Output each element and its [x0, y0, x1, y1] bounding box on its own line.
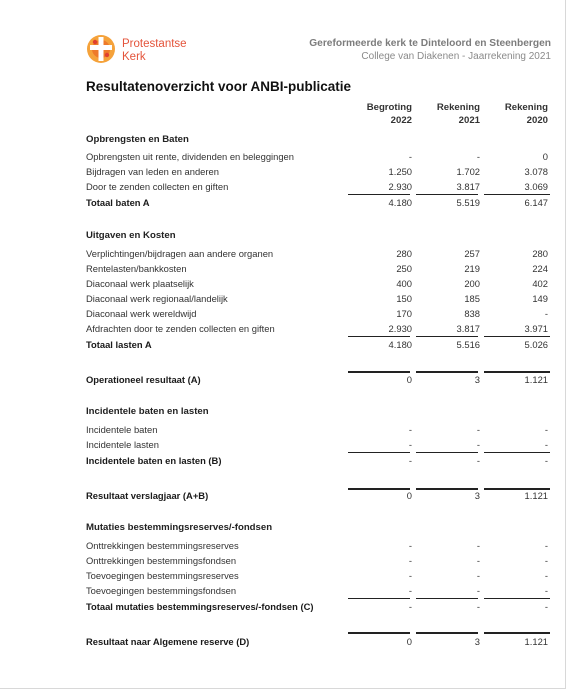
double-line — [416, 371, 478, 373]
column-header-line2: 2022 — [390, 114, 412, 126]
sum-line — [348, 598, 410, 599]
value-begroting-2022: 150 — [396, 293, 412, 304]
value-begroting-2022: 2.930 — [388, 323, 412, 334]
value-rekening-2021: - — [476, 585, 480, 596]
row-label: Toevoegingen bestemmingsfondsen — [86, 585, 237, 596]
value-rekening-2020: 402 — [532, 278, 548, 289]
value-rekening-2020: - — [544, 601, 548, 612]
value-rekening-2020: 224 — [532, 263, 548, 274]
total-row-lasten — [86, 339, 552, 354]
column-header-rekening-2020 — [478, 102, 548, 127]
value-rekening-2021: 257 — [464, 248, 480, 259]
value-rekening-2021: 3 — [474, 636, 480, 647]
sum-line — [348, 194, 410, 195]
section-heading-lasten: Uitgaven en Kosten — [86, 230, 176, 241]
table-row — [86, 540, 552, 555]
value-rekening-2020: 280 — [532, 248, 548, 259]
double-line — [484, 632, 550, 634]
row-label: Incidentele lasten — [86, 439, 159, 450]
double-line — [484, 371, 550, 373]
logo-text-line2: Kerk — [122, 51, 146, 63]
row-label: Operationeel resultaat (A) — [86, 374, 201, 385]
total-row-mutaties — [86, 601, 552, 616]
value-begroting-2022: 250 — [396, 263, 412, 274]
sum-line — [484, 598, 550, 599]
row-label: Verplichtingen/bijdragen aan andere organen — [86, 248, 274, 259]
row-label: Rentelasten/bankkosten — [86, 263, 187, 274]
value-rekening-2020: 6.147 — [524, 197, 548, 208]
value-rekening-2021: 3 — [474, 490, 480, 501]
value-rekening-2020: 1.121 — [524, 490, 548, 501]
value-rekening-2020: - — [544, 540, 548, 551]
value-rekening-2021: - — [476, 555, 480, 566]
value-rekening-2020: - — [544, 585, 548, 596]
resultaat-verslagjaar-row — [86, 490, 552, 505]
row-label: Afdrachten door te zenden collecten en giften — [86, 323, 275, 334]
value-begroting-2022: 400 — [396, 278, 412, 289]
resultaat-algemene-reserve-row — [86, 636, 552, 651]
column-header-line1: Rekening — [436, 102, 480, 113]
value-begroting-2022: 4.180 — [388, 339, 412, 350]
organization-name: Gereformeerde kerk te Dinteloord en Steenbergen — [309, 38, 551, 49]
value-begroting-2022: - — [408, 601, 412, 612]
value-rekening-2020: - — [544, 455, 548, 466]
sum-line — [416, 452, 478, 453]
value-begroting-2022: - — [408, 439, 412, 450]
document-header — [309, 37, 551, 63]
table-row — [86, 555, 552, 570]
value-rekening-2020: 3.069 — [524, 181, 548, 192]
total-row-baten — [86, 197, 552, 212]
table-row — [86, 293, 552, 308]
value-rekening-2020: - — [544, 308, 548, 319]
sum-line — [484, 194, 550, 195]
value-begroting-2022: 170 — [396, 308, 412, 319]
value-rekening-2020: - — [544, 555, 548, 566]
row-label: Door te zenden collecten en giften — [86, 181, 229, 192]
value-begroting-2022: 0 — [406, 374, 412, 385]
row-label: Totaal baten A — [86, 197, 150, 208]
value-rekening-2020: 3.971 — [524, 323, 548, 334]
double-line — [348, 371, 410, 373]
table-row — [86, 263, 552, 278]
logo-text-line1: Protestantse — [122, 38, 187, 50]
value-rekening-2021: - — [476, 455, 480, 466]
value-begroting-2022: - — [408, 540, 412, 551]
row-label: Totaal mutaties bestemmingsreserves/-fondsen (C) — [86, 601, 314, 612]
value-begroting-2022: - — [408, 151, 412, 162]
value-begroting-2022: 0 — [406, 636, 412, 647]
total-row-incidenteel — [86, 455, 552, 470]
page-title: Resultatenoverzicht voor ANBI-publicatie — [86, 79, 352, 94]
value-begroting-2022: - — [408, 424, 412, 435]
document-subtitle: College van Diakenen - Jaarrekening 2021 — [361, 51, 551, 62]
sum-line — [348, 336, 410, 337]
sum-line — [484, 452, 550, 453]
value-begroting-2022: - — [408, 570, 412, 581]
table-row — [86, 308, 552, 323]
value-begroting-2022: 4.180 — [388, 197, 412, 208]
sum-line — [416, 194, 478, 195]
value-begroting-2022: 1.250 — [388, 166, 412, 177]
section-heading-baten: Opbrengsten en Baten — [86, 134, 189, 145]
table-row — [86, 151, 552, 166]
table-row — [86, 323, 552, 338]
double-line — [416, 632, 478, 634]
value-rekening-2020: - — [544, 570, 548, 581]
column-header-rekening-2021 — [410, 102, 480, 127]
operationeel-resultaat-row — [86, 374, 552, 389]
value-begroting-2022: 280 — [396, 248, 412, 259]
table-row — [86, 585, 552, 600]
section-heading-mutaties: Mutaties bestemmingsreserves/-fondsen — [86, 522, 273, 533]
row-label: Onttrekkingen bestemmingsreserves — [86, 540, 239, 551]
cross-logo-icon — [86, 34, 116, 64]
value-rekening-2021: - — [476, 570, 480, 581]
value-rekening-2021: - — [476, 424, 480, 435]
value-rekening-2021: 5.516 — [456, 339, 480, 350]
section-heading-incidenteel: Incidentele baten en lasten — [86, 406, 209, 417]
value-rekening-2020: 0 — [542, 151, 548, 162]
double-line — [348, 632, 410, 634]
row-label: Toevoegingen bestemmingsreserves — [86, 570, 239, 581]
column-header-line1: Begroting — [366, 102, 412, 113]
value-rekening-2021: - — [476, 540, 480, 551]
row-label: Onttrekkingen bestemmingsfondsen — [86, 555, 237, 566]
value-rekening-2020: - — [544, 424, 548, 435]
value-begroting-2022: 2.930 — [388, 181, 412, 192]
value-begroting-2022: - — [408, 455, 412, 466]
value-rekening-2021: 5.519 — [456, 197, 480, 208]
value-rekening-2021: 838 — [464, 308, 480, 319]
column-header-line2: 2021 — [458, 114, 480, 126]
value-rekening-2021: - — [476, 601, 480, 612]
table-row — [86, 166, 552, 181]
table-row — [86, 424, 552, 439]
table-row — [86, 181, 552, 196]
sum-line — [416, 336, 478, 337]
value-rekening-2020: 5.026 — [524, 339, 548, 350]
row-label: Bijdragen van leden en anderen — [86, 166, 219, 177]
value-rekening-2021: 3 — [474, 374, 480, 385]
sum-line — [348, 452, 410, 453]
value-rekening-2020: 1.121 — [524, 636, 548, 647]
value-rekening-2021: 219 — [464, 263, 480, 274]
value-rekening-2021: 3.817 — [456, 323, 480, 334]
value-begroting-2022: - — [408, 585, 412, 596]
value-rekening-2021: 200 — [464, 278, 480, 289]
column-header-begroting-2022 — [342, 102, 412, 127]
row-label: Opbrengsten uit rente, dividenden en beleggingen — [86, 151, 294, 162]
protestantse-kerk-logo — [86, 34, 206, 68]
value-rekening-2020: 149 — [532, 293, 548, 304]
row-label: Diaconaal werk plaatselijk — [86, 278, 194, 289]
table-row — [86, 248, 552, 263]
row-label: Diaconaal werk regionaal/landelijk — [86, 293, 228, 304]
row-label: Incidentele baten — [86, 424, 158, 435]
table-row — [86, 278, 552, 293]
value-begroting-2022: - — [408, 555, 412, 566]
row-label: Totaal lasten A — [86, 339, 152, 350]
row-label: Resultaat naar Algemene reserve (D) — [86, 636, 250, 647]
row-label: Resultaat verslagjaar (A+B) — [86, 490, 209, 501]
column-header-line1: Rekening — [504, 102, 548, 113]
value-rekening-2021: 185 — [464, 293, 480, 304]
row-label: Incidentele baten en lasten (B) — [86, 455, 222, 466]
sum-line — [484, 336, 550, 337]
table-row — [86, 439, 552, 454]
value-rekening-2020: 1.121 — [524, 374, 548, 385]
table-row — [86, 570, 552, 585]
value-rekening-2021: 1.702 — [456, 166, 480, 177]
value-begroting-2022: 0 — [406, 490, 412, 501]
value-rekening-2021: - — [476, 151, 480, 162]
value-rekening-2020: 3.078 — [524, 166, 548, 177]
sum-line — [416, 598, 478, 599]
column-header-line2: 2020 — [526, 114, 548, 126]
row-label: Diaconaal werk wereldwijd — [86, 308, 197, 319]
value-rekening-2020: - — [544, 439, 548, 450]
value-rekening-2021: 3.817 — [456, 181, 480, 192]
value-rekening-2021: - — [476, 439, 480, 450]
